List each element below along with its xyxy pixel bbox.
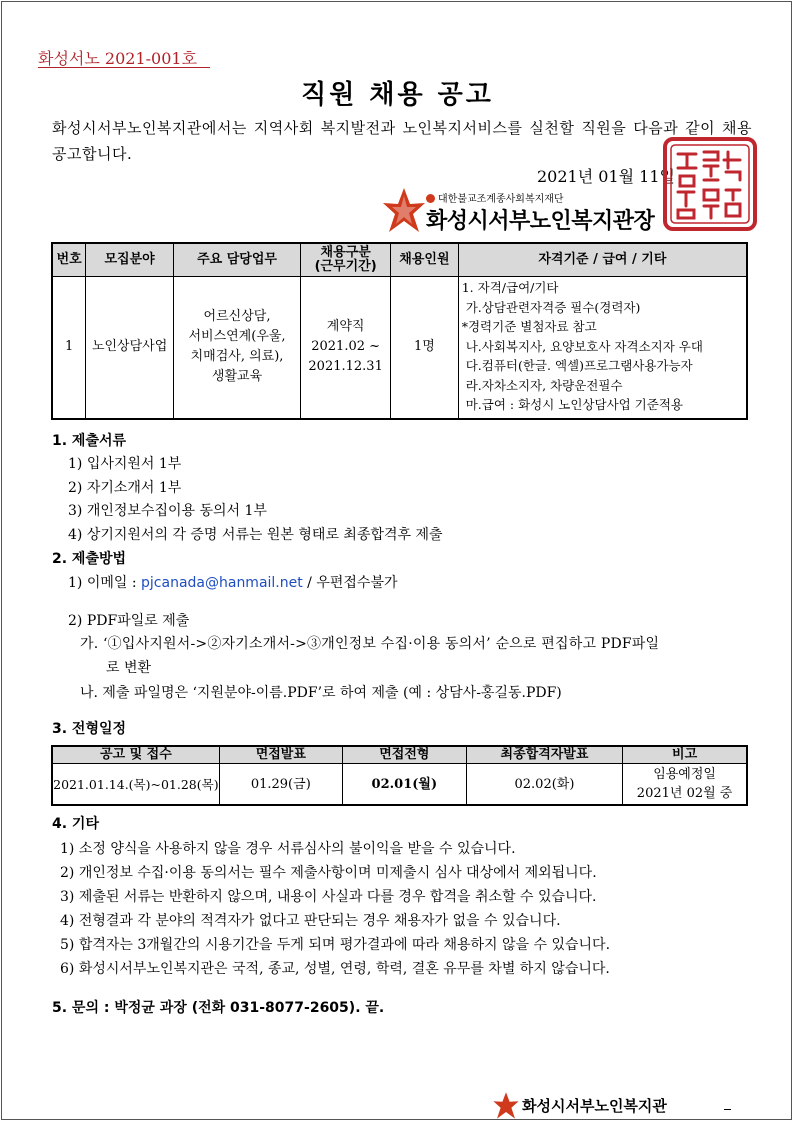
section3-heading: 3. 전형일정 xyxy=(52,721,127,737)
header-count: 채용인원 xyxy=(391,243,459,277)
pdf-instruction-a-cont: 로 변환 xyxy=(106,660,152,676)
schedule-note: 임용예정일 2021년 02월 중 xyxy=(623,764,747,806)
header-number: 번호 xyxy=(52,243,86,277)
header-type: 채용구분 (근무기간) xyxy=(301,243,391,277)
row-type: 계약직 2021.02 ~ 2021.12.31 xyxy=(301,277,391,419)
foundation-name: 대한불교조계종사회복지재단 xyxy=(426,190,564,205)
row-duties: 어르신상담, 서비스연계(우울, 치매검사, 의료), 생활교육 xyxy=(173,277,300,419)
row-field: 노인상담사업 xyxy=(86,277,174,419)
institution-logo xyxy=(382,186,672,238)
table-row xyxy=(52,277,747,419)
schedule-interview: 02.01(월) xyxy=(342,764,466,806)
announcement-date: 2021년 01월 11일 xyxy=(537,167,675,186)
list-item: 3) 개인정보수집이용 동의서 1부 xyxy=(68,503,267,519)
institution-name: 화성시서부노인복지관장 xyxy=(426,209,655,234)
list-item: 2) 개인정보 수집·이용 동의서는 필수 제출사항이며 미제출시 심사 대상에서 제외됩니다. xyxy=(60,865,597,881)
header-field: 모집분야 xyxy=(86,243,174,277)
intro-text: 화성시서부노인복지관에서는 지역사회 복지발전과 노인복지서비스를 실천할 직원을 다음과 같이 채용 공고합니다. xyxy=(52,119,752,163)
row-qualifications: 1. 자격/급여/기타 가.상담관련자격증 필수(경력자) *경력기준 별첨자료 참고 나.사회복지사, 요양보호사 자격소지자 우대 다.컴퓨터(한글. 엑셀)프로그램사용가능자 라.자차소지자, 차량운전필수 마.급여 : 화성시 노인상담사업 기준적용 xyxy=(458,277,747,419)
schedule-posting: 2021.01.14.(목)~01.28(목) xyxy=(52,764,219,806)
header-qualifications: 자격기준 / 급여 / 기타 xyxy=(458,243,747,277)
list-item: 1) 소정 양식을 사용하지 않을 경우 서류심사의 불이익을 받을 수 있습니다. xyxy=(60,841,516,857)
schedule-header: 비고 xyxy=(623,746,747,764)
page-title: 직원 채용 공고 xyxy=(301,80,494,110)
list-item: 2) 자기소개서 1부 xyxy=(68,480,182,496)
list-item: 1) 입사지원서 1부 xyxy=(68,456,182,472)
row-count: 1명 xyxy=(391,277,459,419)
header-duties: 주요 담당업무 xyxy=(173,243,300,277)
document-number: 화성서노 2021-001호 xyxy=(38,46,197,69)
pdf-title: 2) PDF파일로 제출 xyxy=(68,613,190,629)
list-item: 4) 상기지원서의 각 증명 서류는 원본 형태로 최종합격후 제출 xyxy=(68,527,443,543)
pdf-instruction-b: 나. 제출 파일명은 ‘지원분야-이름.PDF’로 하여 제출 (예 : 상담사-홍길동.PDF) xyxy=(80,685,562,701)
recruitment-table xyxy=(51,242,748,420)
schedule-interview-notice: 01.29(금) xyxy=(219,764,342,806)
list-item: 6) 화성시서부노인복지관은 국적, 종교, 성별, 연령, 학력, 결혼 유무를 차별 하지 않습니다. xyxy=(60,961,610,977)
schedule-header: 최종합격자발표 xyxy=(466,746,622,764)
section4-heading: 4. 기타 xyxy=(52,816,99,832)
section1-heading: 1. 제출서류 xyxy=(52,433,127,449)
list-item: 3) 제출된 서류는 반환하지 않으며, 내용이 사실과 다를 경우 합격을 취소할 수 있습니다. xyxy=(60,889,597,905)
schedule-header: 면접발표 xyxy=(219,746,342,764)
email-line: 1) 이메일 : pjcanada@hanmail.net / 우편접수불가 xyxy=(68,575,398,591)
red-official-seal-icon xyxy=(662,136,758,232)
footer-dash xyxy=(724,1109,731,1110)
star-logo-icon xyxy=(492,1091,520,1121)
schedule-header: 면접전형 xyxy=(342,746,466,764)
email-link[interactable]: pjcanada@hanmail.net xyxy=(141,575,303,591)
schedule-header: 공고 및 접수 xyxy=(52,746,219,764)
section2-heading: 2. 제출방법 xyxy=(52,551,127,567)
pdf-instruction-a: 가. ‘①입사지원서->②자기소개서->③개인정보 수집·이용 동의서’ 순으로 편집하고 PDF파일 xyxy=(80,636,660,652)
star-logo-icon xyxy=(382,186,426,236)
schedule-final-announcement: 02.02(화) xyxy=(466,764,622,806)
row-number: 1 xyxy=(52,277,86,419)
list-item: 5) 합격자는 3개월간의 시용기간을 두게 되며 평가결과에 따라 채용하지 않을 수 있습니다. xyxy=(60,937,611,953)
list-item: 4) 전형결과 각 분야의 적격자가 없다고 판단되는 경우 채용자가 없을 수 있습니다. xyxy=(60,913,561,929)
contact-line: 5. 문의 : 박정균 과장 (전화 031-8077-2605). 끝. xyxy=(52,1000,385,1016)
table-row xyxy=(52,764,747,806)
footer-logo: 화성시서부노인복지관 xyxy=(492,1091,722,1121)
schedule-table xyxy=(51,745,748,806)
